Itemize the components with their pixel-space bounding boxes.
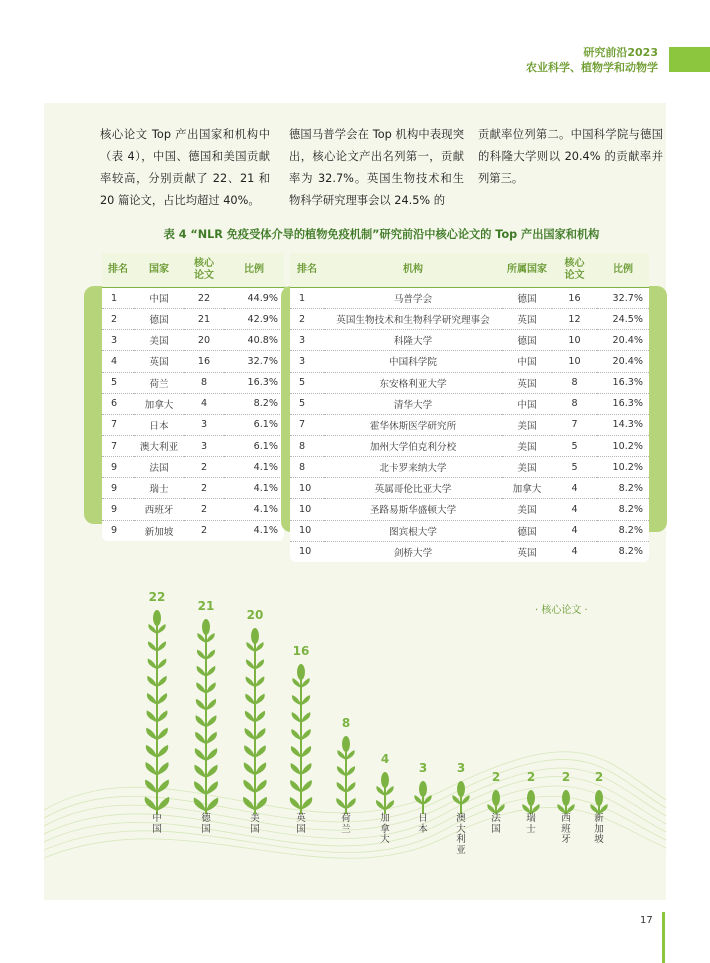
wheat-category-label: 西班牙 xyxy=(561,813,571,845)
institution-row xyxy=(290,435,649,456)
institution-cell: 4 xyxy=(552,478,597,499)
wheat-category-label: 澳大利亚 xyxy=(456,813,466,856)
institution-cell: 加州大学伯克利分校 xyxy=(324,435,502,456)
institution-cell: 32.7% xyxy=(597,288,649,309)
institution-cell: 英国 xyxy=(502,372,552,393)
institution-row xyxy=(290,478,649,499)
country-cell: 6.1% xyxy=(224,435,284,456)
institution-cell: 1 xyxy=(290,288,324,309)
paragraph-col-3: 贡献率位列第二。中国科学院与德国的科隆大学则以 20.4% 的贡献率并列第三。 xyxy=(478,128,663,185)
wheat-category-label: 法国 xyxy=(491,813,501,835)
country-cell: 5 xyxy=(102,372,134,393)
institution-cell: 16.3% xyxy=(597,393,649,414)
country-cell: 中国 xyxy=(134,288,184,309)
institution-row xyxy=(290,372,649,393)
wheat-value-label: 2 xyxy=(594,770,604,784)
wheat-bar xyxy=(368,772,402,814)
institution-cell: 8 xyxy=(552,372,597,393)
wheat-value-label: 3 xyxy=(418,761,428,775)
institution-row xyxy=(290,541,649,562)
country-cell: 20 xyxy=(184,330,224,351)
wheat-bar xyxy=(140,610,174,814)
institution-cell: 24.5% xyxy=(597,309,649,330)
institution-cell: 东安格利亚大学 xyxy=(324,372,502,393)
country-cell: 德国 xyxy=(134,309,184,330)
institution-cell: 3 xyxy=(290,351,324,372)
country-cell: 9 xyxy=(102,457,134,478)
institution-cell: 10.2% xyxy=(597,435,649,456)
institution-cell: 加拿大 xyxy=(502,478,552,499)
country-cell: 2 xyxy=(102,309,134,330)
wheat-bar xyxy=(549,790,583,814)
country-th-rank: 排名 xyxy=(102,253,134,288)
country-cell: 2 xyxy=(184,457,224,478)
institution-cell: 英国 xyxy=(502,309,552,330)
country-cell: 2 xyxy=(184,499,224,520)
institution-cell: 14.3% xyxy=(597,414,649,435)
inst-th-name: 机构 xyxy=(324,253,502,288)
country-cell: 荷兰 xyxy=(134,372,184,393)
institution-cell: 10 xyxy=(299,546,312,558)
country-cell: 加拿大 xyxy=(134,393,184,414)
institution-cell: 美国 xyxy=(502,435,552,456)
country-cell: 21 xyxy=(184,309,224,330)
institution-cell: 5 xyxy=(290,393,324,414)
country-row xyxy=(102,457,284,478)
institution-cell: 5 xyxy=(552,435,597,456)
country-cell: 44.9% xyxy=(224,288,284,309)
country-cell: 6.1% xyxy=(224,414,284,435)
inst-th-ratio: 比例 xyxy=(597,253,649,288)
country-cell: 7 xyxy=(102,414,134,435)
country-cell: 9 xyxy=(102,478,134,499)
inst-th-papers-text: 核心论文 xyxy=(564,258,585,281)
header-subtitle: 农业科学、植物学和动物学 xyxy=(526,61,658,74)
institution-cell: 英国 xyxy=(517,547,537,559)
country-cell: 4 xyxy=(102,351,134,372)
country-cell: 新加坡 xyxy=(144,526,174,538)
wheat-bar xyxy=(329,736,363,814)
country-cell: 4.1% xyxy=(224,499,284,520)
institution-cell: 4 xyxy=(571,546,578,558)
wheat-value-label: 2 xyxy=(491,770,501,784)
institution-row xyxy=(290,457,649,478)
inst-th-country: 所属国家 xyxy=(502,253,552,288)
country-table xyxy=(102,253,284,541)
country-cell: 6 xyxy=(102,393,134,414)
country-cell: 9 xyxy=(102,499,134,520)
wheat-bar xyxy=(444,781,478,814)
country-cell: 4.1% xyxy=(224,457,284,478)
country-cell: 4 xyxy=(184,393,224,414)
wheat-bar xyxy=(514,790,548,814)
country-row xyxy=(102,520,284,541)
institution-cell: 5 xyxy=(552,457,597,478)
institution-cell: 7 xyxy=(290,414,324,435)
institution-cell: 中国科学院 xyxy=(324,351,502,372)
institution-cell: 10 xyxy=(290,520,324,541)
country-row xyxy=(102,351,284,372)
country-row xyxy=(102,288,284,309)
wheat-category-label: 新加坡 xyxy=(594,813,604,845)
page-number: 17 xyxy=(640,915,653,926)
country-cell: 1 xyxy=(102,288,134,309)
wheat-bar xyxy=(479,790,513,814)
wheat-category-label: 荷兰 xyxy=(341,813,351,835)
country-cell: 4.1% xyxy=(224,478,284,499)
institution-row xyxy=(290,520,649,541)
chart-legend: · 核心论文 · xyxy=(535,605,588,616)
wheat-category-label: 日本 xyxy=(418,813,428,835)
institution-cell: 10 xyxy=(290,478,324,499)
institution-cell: 2 xyxy=(290,309,324,330)
country-cell: 16.3% xyxy=(224,372,284,393)
paragraph-col-2: 德国马普学会在 Top 机构中表现突出，核心论文产出名列第一，贡献率为 32.7%。英国生物技术和生物科学研究理事会以 24.5% 的 xyxy=(289,128,464,207)
institution-cell: 8.2% xyxy=(618,546,643,558)
country-row xyxy=(102,435,284,456)
country-cell: 西班牙 xyxy=(134,499,184,520)
country-cell: 22 xyxy=(184,288,224,309)
institution-cell: 北卡罗来纳大学 xyxy=(324,457,502,478)
country-row xyxy=(102,372,284,393)
institution-row xyxy=(290,414,649,435)
institution-cell: 美国 xyxy=(502,457,552,478)
country-cell: 日本 xyxy=(134,414,184,435)
wheat-bar xyxy=(284,664,318,814)
institution-cell: 图宾根大学 xyxy=(324,520,502,541)
wheat-bar xyxy=(189,619,223,814)
institution-cell: 10 xyxy=(290,499,324,520)
institution-cell: 3 xyxy=(290,330,324,351)
paragraph-col-1: 核心论文 Top 产出国家和机构中（表 4），中国、德国和美国贡献率较高，分别贡献了 22、21 和 20 篇论文，占比均超过 40%。 xyxy=(100,128,270,207)
institution-row xyxy=(290,351,649,372)
country-th-ratio: 比例 xyxy=(224,253,284,288)
institution-cell: 霍华休斯医学研究所 xyxy=(324,414,502,435)
wheat-value-label: 20 xyxy=(246,608,264,622)
table-caption: 表 4 “NLR 免疫受体介导的植物免疫机制”研究前沿中核心论文的 Top 产出国家和机构 xyxy=(163,228,600,241)
institution-cell: 马普学会 xyxy=(324,288,502,309)
wheat-category-label: 中国 xyxy=(152,813,162,835)
institution-cell: 德国 xyxy=(502,520,552,541)
country-row xyxy=(102,499,284,520)
institution-cell: 英国生物技术和生物科学研究理事会 xyxy=(324,309,502,330)
wheat-bar xyxy=(238,628,272,814)
country-cell: 7 xyxy=(102,435,134,456)
wheat-value-label: 22 xyxy=(148,590,166,604)
institution-cell: 4 xyxy=(552,520,597,541)
institution-cell: 5 xyxy=(290,372,324,393)
wheat-category-label: 美国 xyxy=(250,813,260,835)
institution-cell: 清华大学 xyxy=(324,393,502,414)
country-cell: 3 xyxy=(184,435,224,456)
institution-cell: 美国 xyxy=(502,499,552,520)
wheat-value-label: 3 xyxy=(456,761,466,775)
institution-cell: 20.4% xyxy=(597,330,649,351)
page-accent-line xyxy=(662,912,665,963)
country-th-papers xyxy=(184,253,224,288)
country-row xyxy=(102,414,284,435)
country-cell: 2 xyxy=(200,525,208,537)
wheat-value-label: 8 xyxy=(341,716,351,730)
institution-cell: 16.3% xyxy=(597,372,649,393)
institution-cell: 16 xyxy=(552,288,597,309)
institution-row xyxy=(290,330,649,351)
institution-cell: 圣路易斯华盛顿大学 xyxy=(324,499,502,520)
wheat-value-label: 2 xyxy=(526,770,536,784)
institution-cell: 4 xyxy=(552,499,597,520)
institution-cell: 英属哥伦比亚大学 xyxy=(324,478,502,499)
institution-row xyxy=(290,288,649,309)
country-row xyxy=(102,330,284,351)
country-cell: 美国 xyxy=(134,330,184,351)
wheat-value-label: 21 xyxy=(197,599,215,613)
header-accent-bar xyxy=(669,47,710,72)
institution-cell: 剑桥大学 xyxy=(393,547,433,559)
header-title: 研究前沿2023 xyxy=(583,46,658,59)
institution-cell: 中国 xyxy=(502,351,552,372)
country-cell: 瑞士 xyxy=(134,478,184,499)
country-cell: 8.2% xyxy=(224,393,284,414)
institution-cell: 8 xyxy=(552,393,597,414)
country-cell: 42.9% xyxy=(224,309,284,330)
institution-cell: 10.2% xyxy=(597,457,649,478)
wheat-bar xyxy=(582,790,616,814)
institution-cell: 8.2% xyxy=(597,499,649,520)
country-cell: 3 xyxy=(184,414,224,435)
wheat-value-label: 16 xyxy=(292,644,310,658)
institution-table xyxy=(290,253,649,562)
country-cell: 4.1% xyxy=(253,525,278,537)
institution-cell: 8 xyxy=(290,457,324,478)
inst-th-rank: 排名 xyxy=(290,253,324,288)
institution-row xyxy=(290,309,649,330)
institution-row xyxy=(290,499,649,520)
country-cell: 澳大利亚 xyxy=(134,435,184,456)
country-cell: 32.7% xyxy=(224,351,284,372)
wheat-bar xyxy=(406,781,440,814)
country-th-papers-text: 核心论文 xyxy=(194,258,214,281)
country-cell: 9 xyxy=(111,525,118,537)
institution-cell: 德国 xyxy=(502,288,552,309)
institution-cell: 中国 xyxy=(502,393,552,414)
wheat-value-label: 2 xyxy=(561,770,571,784)
institution-row xyxy=(290,393,649,414)
country-cell: 8 xyxy=(184,372,224,393)
country-cell: 3 xyxy=(102,330,134,351)
country-cell: 2 xyxy=(184,478,224,499)
country-cell: 40.8% xyxy=(224,330,284,351)
institution-cell: 德国 xyxy=(502,330,552,351)
country-row xyxy=(102,309,284,330)
country-row xyxy=(102,393,284,414)
country-cell: 16 xyxy=(184,351,224,372)
institution-cell: 8 xyxy=(290,435,324,456)
institution-cell: 12 xyxy=(552,309,597,330)
country-row xyxy=(102,478,284,499)
wheat-category-label: 加拿大 xyxy=(380,813,390,845)
wheat-category-label: 英国 xyxy=(296,813,306,835)
institution-cell: 美国 xyxy=(502,414,552,435)
inst-th-papers xyxy=(552,253,597,288)
country-cell: 英国 xyxy=(134,351,184,372)
institution-cell: 10 xyxy=(552,330,597,351)
wheat-category-label: 瑞士 xyxy=(526,813,536,835)
institution-cell: 7 xyxy=(552,414,597,435)
institution-cell: 8.2% xyxy=(597,478,649,499)
country-th-country: 国家 xyxy=(134,253,184,288)
institution-cell: 10 xyxy=(552,351,597,372)
wheat-value-label: 4 xyxy=(380,752,390,766)
wheat-category-label: 德国 xyxy=(201,813,211,835)
country-cell: 法国 xyxy=(134,457,184,478)
institution-cell: 20.4% xyxy=(597,351,649,372)
institution-cell: 科隆大学 xyxy=(324,330,502,351)
institution-cell: 8.2% xyxy=(597,520,649,541)
